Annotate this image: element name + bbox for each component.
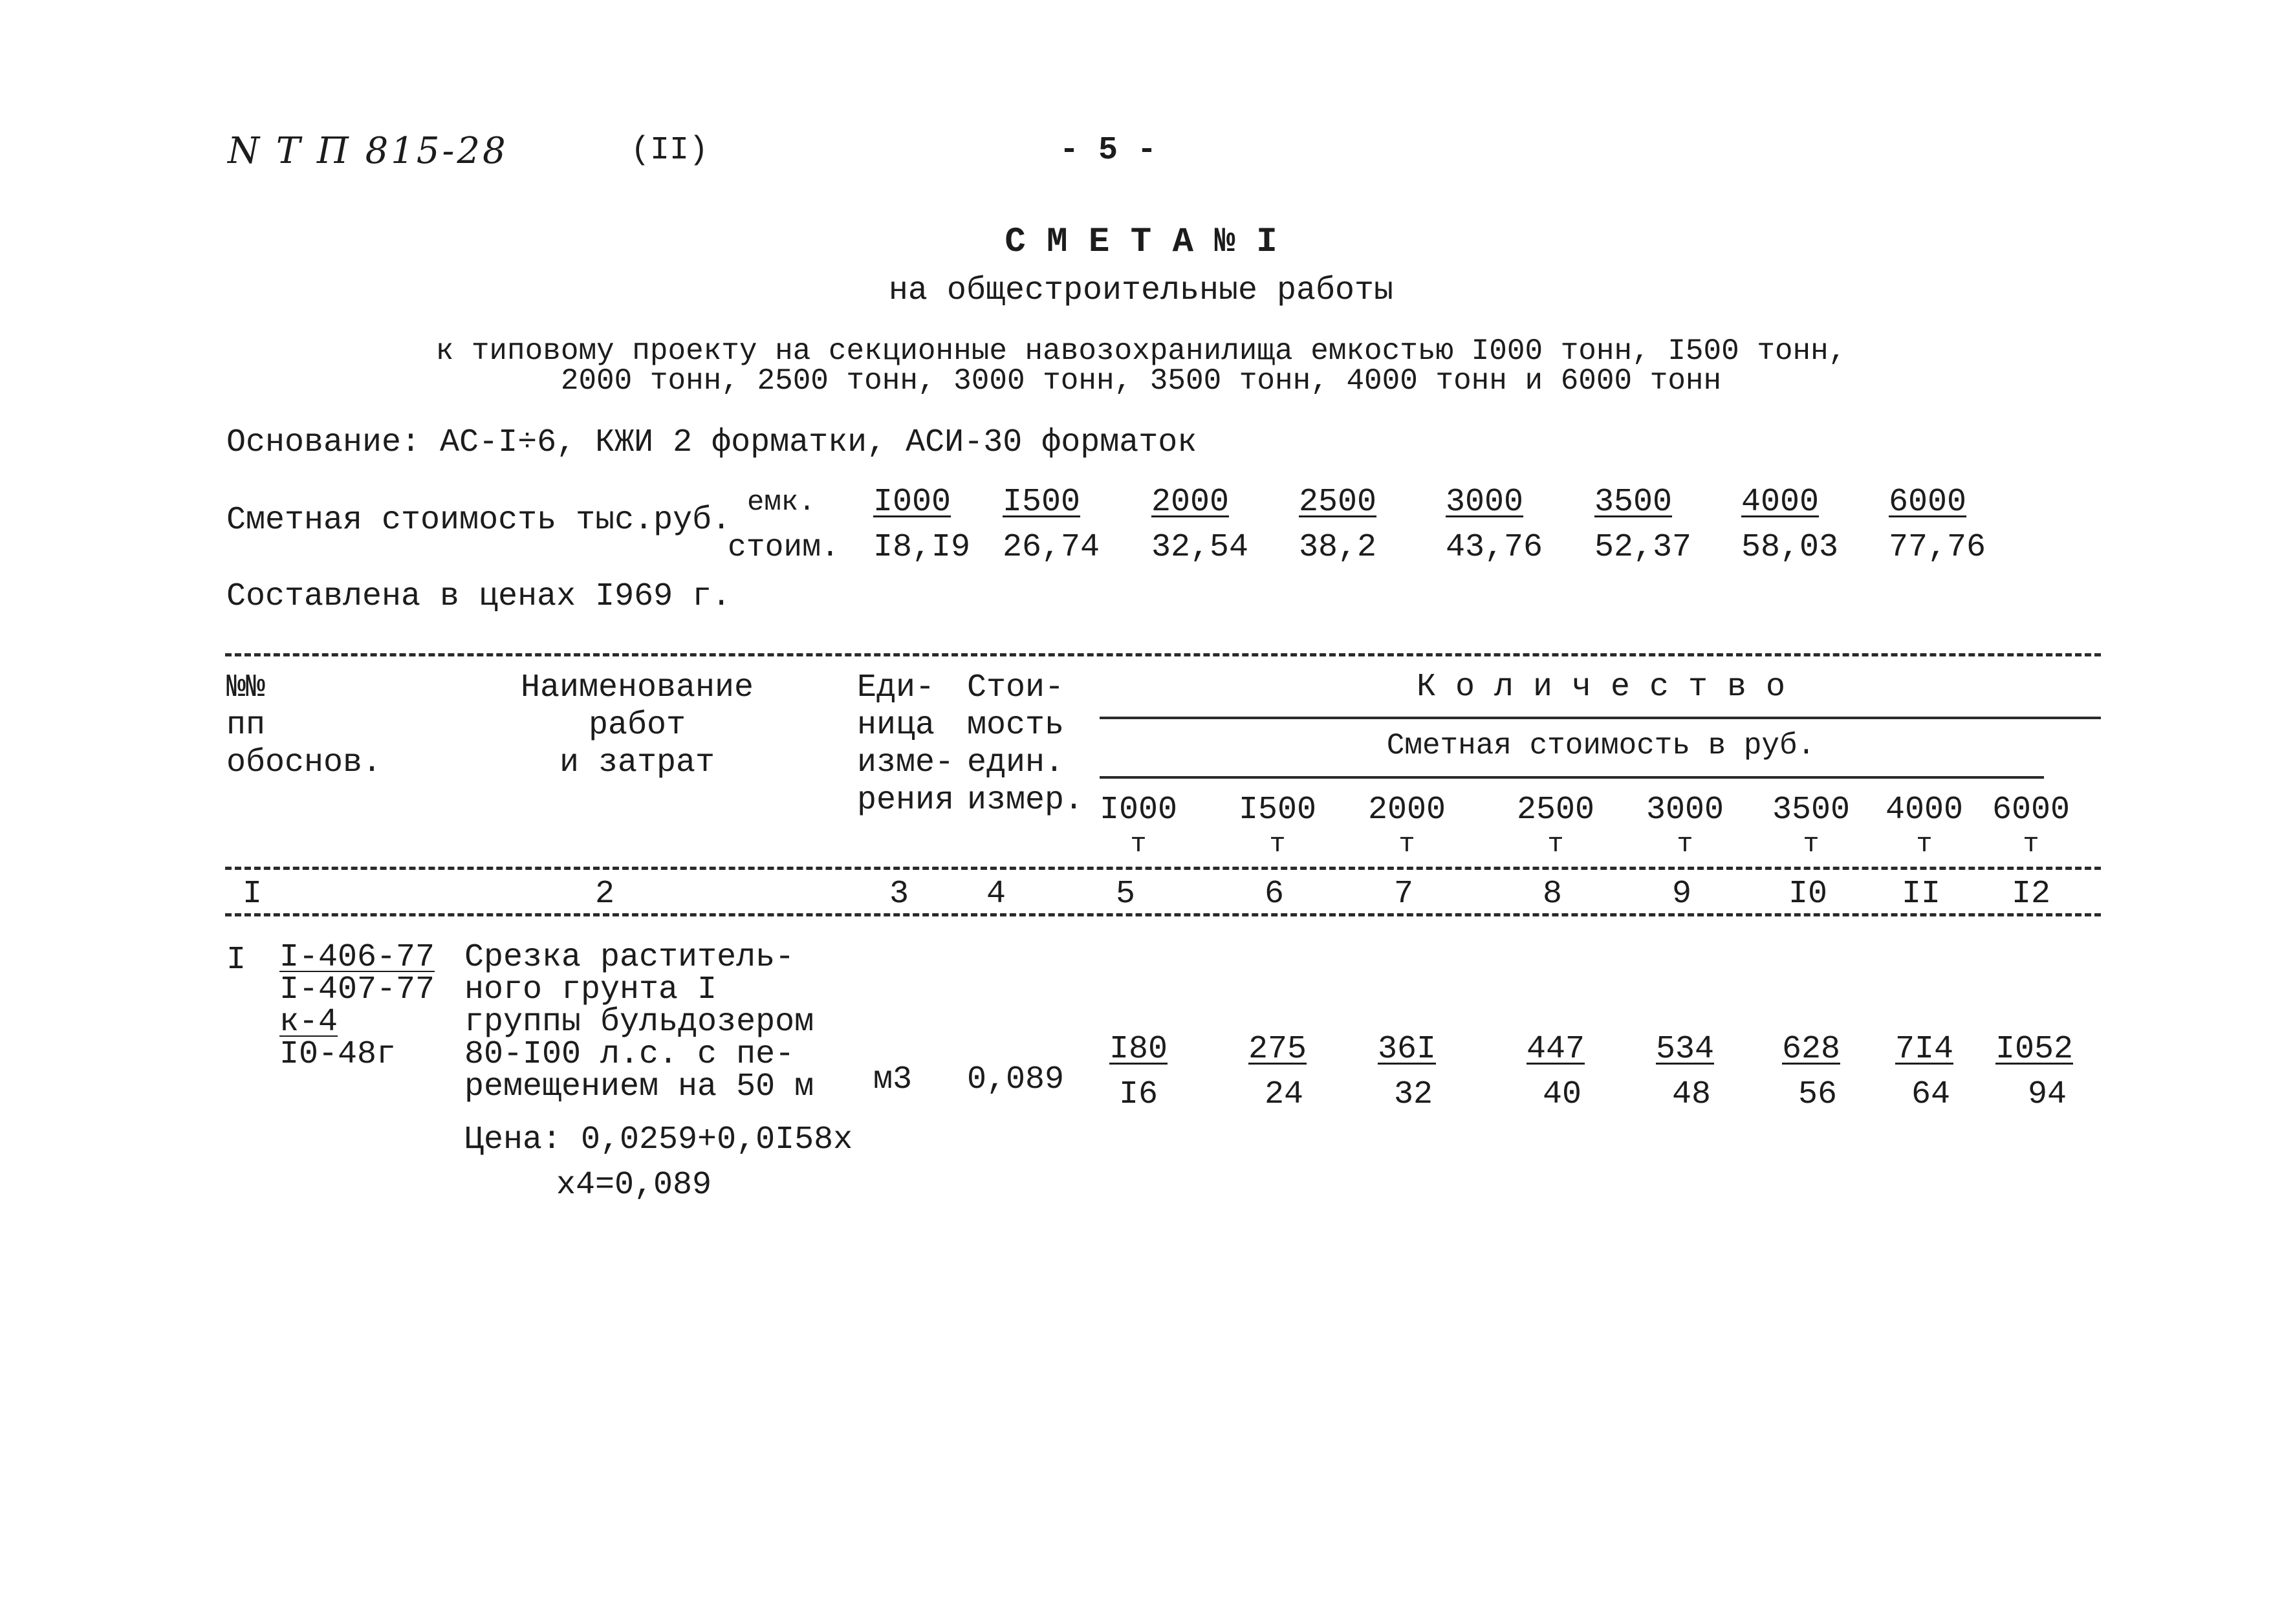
column-number: 4 [986, 876, 1006, 913]
header-num-basis [226, 669, 382, 782]
cost-row-label: стоим. [728, 530, 840, 565]
row-quantity: 7I4 [1895, 1031, 1953, 1068]
header-cost-line: Стои- [967, 669, 1065, 706]
row-quantity: 447 [1526, 1031, 1585, 1068]
estimated-capacity: 6000 [1889, 484, 1967, 521]
column-number: 6 [1264, 876, 1284, 913]
capacity-row-label: емк. [747, 486, 816, 519]
header-num-line: пп [226, 707, 266, 744]
cost-rub-rule [1100, 776, 2044, 779]
row-cost: 32 [1393, 1076, 1433, 1113]
column-number: II [1901, 876, 1940, 913]
header-unit-line: изме- [857, 744, 955, 781]
price-note-line2: х4=0,089 [556, 1167, 712, 1204]
estimated-capacity: 4000 [1741, 484, 1820, 521]
column-number: 3 [889, 876, 909, 913]
column-number: I2 [2011, 876, 2050, 913]
row-cost: 24 [1264, 1076, 1303, 1113]
estimated-cost: 58,03 [1741, 529, 1839, 566]
header-unit-line: Еди- [857, 669, 935, 706]
estimated-cost: I8,I9 [873, 529, 971, 566]
column-number: 7 [1393, 876, 1413, 913]
capacity-col-header: I500 т [1238, 792, 1317, 860]
row-unit-cost: 0,089 [967, 1061, 1065, 1098]
page-number: - 5 - [1060, 132, 1157, 169]
header-name-line: и затрат [559, 744, 715, 781]
column-number: 8 [1542, 876, 1562, 913]
column-number: 9 [1671, 876, 1691, 913]
row-cost: 64 [1911, 1076, 1950, 1113]
header-unit [857, 669, 954, 819]
document-title: С М Е Т А № I [1005, 222, 1277, 262]
row-cost: 40 [1542, 1076, 1581, 1113]
capacity-col-header: 2500 т [1516, 792, 1595, 860]
estimated-capacity: I500 [1003, 484, 1081, 521]
estimated-cost: 43,76 [1446, 529, 1543, 566]
row-quantity: I80 [1109, 1031, 1168, 1068]
row-quantity: 275 [1248, 1031, 1307, 1068]
header-work-name [462, 669, 812, 782]
estimated-cost: 38,2 [1299, 529, 1377, 566]
row-number: I [226, 942, 246, 979]
header-num-line: обоснов. [226, 744, 382, 781]
column-number: I [242, 876, 262, 913]
header-unit-line: ница [857, 707, 935, 744]
capacity-col-header: 3500 т [1772, 792, 1851, 860]
estimated-capacity: 2500 [1299, 484, 1377, 521]
header-cost-line: мость [967, 707, 1065, 744]
estimated-capacity: 3000 [1446, 484, 1524, 521]
header-num-line: №№ [226, 669, 266, 706]
document-description-line1: к типовому проекту на секционные навозохранилища емкостью I000 тонн, I500 тонн, [435, 334, 1847, 368]
quantity-group-header: К о л и ч е с т в о [1416, 669, 1786, 706]
capacity-col-header: 3000 т [1646, 792, 1724, 860]
column-number: 2 [594, 876, 614, 913]
estimated-capacity: 3500 [1594, 484, 1673, 521]
capacity-col-header: I000 т [1099, 792, 1178, 860]
capacity-col-header: 4000 т [1885, 792, 1964, 860]
row-cost: 48 [1671, 1076, 1711, 1113]
row-cost: 94 [2027, 1076, 2067, 1113]
estimated-cost-label: Сметная стоимость тыс.руб. [226, 502, 732, 539]
row-work-name: Срезка раститель- ного грунта I группы бульдозером 80-I00 л.с. с пе- ремещением на 50 м [464, 939, 814, 1105]
row-cost: 56 [1798, 1076, 1837, 1113]
section-marker: (II) [631, 132, 709, 169]
header-unit-cost [967, 669, 1083, 819]
capacity-col-header: 6000 т [1992, 792, 2070, 860]
row-quantity: I052 [1995, 1031, 2074, 1068]
price-note-line1: Цена: 0,0259+0,0I58х [464, 1121, 853, 1158]
header-bottom-rule [225, 867, 2101, 870]
document-description-line2: 2000 тонн, 2500 тонн, 3000 тонн, 3500 тонн, 4000 тонн и 6000 тонн [560, 364, 1722, 398]
row-quantity: 534 [1655, 1031, 1714, 1068]
cost-rub-header: Сметная стоимость в руб. [1386, 729, 1816, 763]
column-number-rule [225, 913, 2101, 916]
estimated-capacity: 2000 [1151, 484, 1230, 521]
estimated-cost: 26,74 [1003, 529, 1100, 566]
row-quantity: 36I [1377, 1031, 1436, 1068]
header-unit-line: рения [857, 782, 955, 819]
capacity-col-header: 2000 т [1367, 792, 1446, 860]
header-cost-line: измер. [967, 782, 1084, 819]
column-number: 5 [1115, 876, 1135, 913]
column-number: I0 [1788, 876, 1827, 913]
compiled-note: Составлена в ценах I969 г. [226, 578, 732, 615]
estimated-capacity: I000 [873, 484, 951, 521]
row-cost: I6 [1118, 1076, 1158, 1113]
estimated-cost: 52,37 [1594, 529, 1692, 566]
header-name-line: Наименование работ [520, 669, 754, 744]
row-quantity: 628 [1781, 1031, 1840, 1068]
row-unit: м3 [873, 1061, 913, 1098]
row-basis: I-406-77 I-407-77 к-4 I0-48г [279, 939, 435, 1073]
basis-line: Основание: АС-I÷6, КЖИ 2 форматки, АСИ-30 форматок [226, 424, 1197, 461]
quantity-group-rule [1100, 717, 2101, 719]
header-cost-line: един. [967, 744, 1065, 781]
table-top-rule [225, 653, 2101, 656]
estimated-cost: 32,54 [1151, 529, 1249, 566]
document-subtitle: на общестроительные работы [888, 272, 1394, 309]
estimated-cost: 77,76 [1889, 529, 1986, 566]
document-code: N T П 815-28 [228, 130, 508, 172]
